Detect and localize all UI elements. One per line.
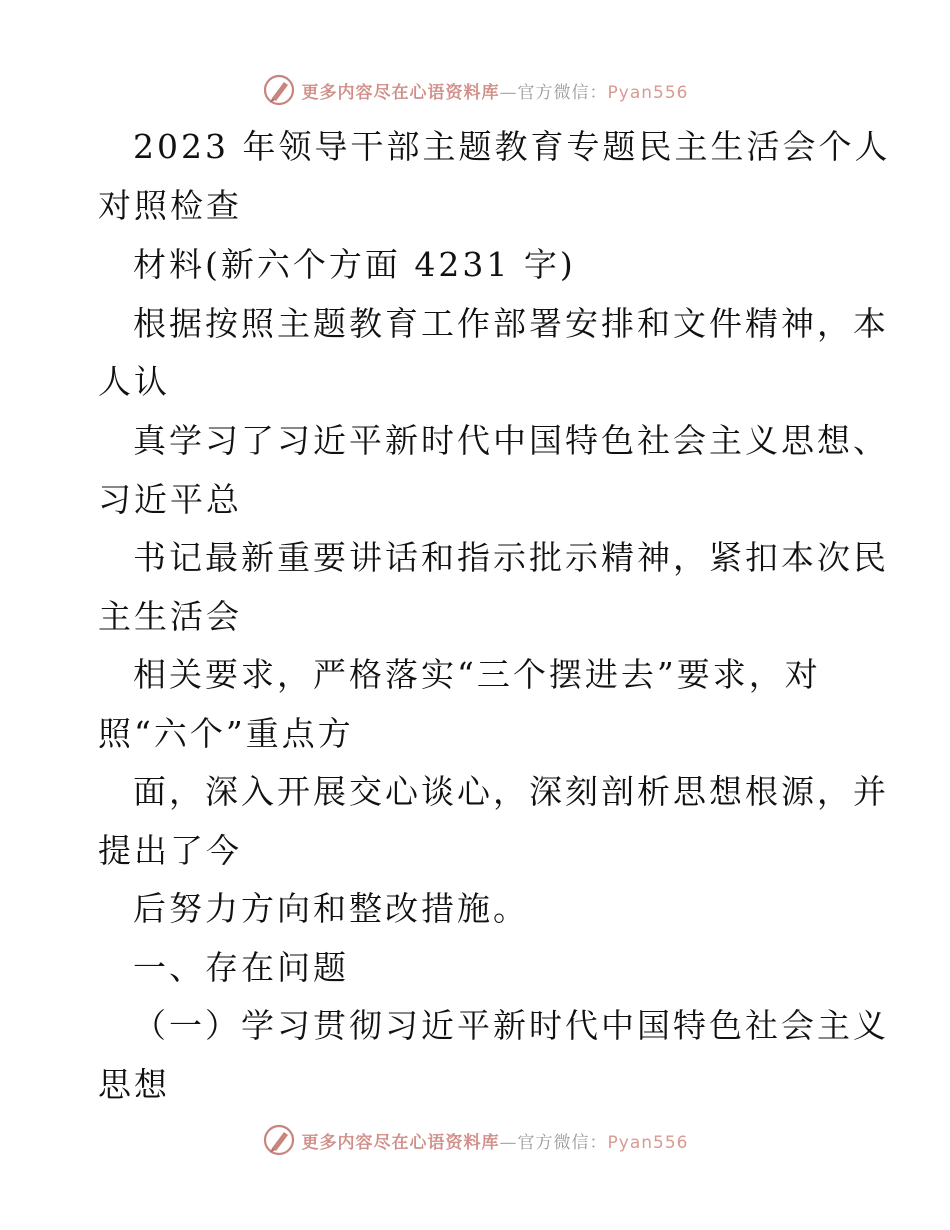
doc-title-line-1: 2023 年领导干部主题教育专题民主生活会个人 [133, 127, 891, 166]
doc-title-line-2: 对照检查 [98, 186, 242, 225]
paragraph-line: 习近平总 [98, 480, 242, 519]
header-watermark [0, 70, 950, 110]
subsection-heading: （一）学习贯彻习近平新时代中国特色社会主义 [133, 1006, 889, 1045]
watermark-label: 官方微信： [517, 82, 608, 103]
paragraph-line: 人认 [98, 362, 170, 401]
watermark-wechat-id: Pyan556 [607, 82, 689, 103]
watermark-main-text: 更多内容尽在心语资料库 [301, 82, 500, 103]
paragraph-line: 相关要求，严格落实“三个摆进去”要求，对 [133, 655, 821, 694]
pen-logo-icon [262, 73, 296, 107]
section-heading: 一、存在问题 [133, 948, 349, 987]
footer-watermark [0, 1120, 950, 1160]
watermark-separator: — [499, 82, 518, 103]
subsection-heading-cont: 思想 [98, 1065, 170, 1104]
watermark-wechat-id: Pyan556 [607, 1132, 689, 1153]
paragraph-line: 提出了今 [98, 831, 242, 870]
paragraph-line: 面，深入开展交心谈心，深刻剖析思想根源，并 [133, 772, 889, 811]
doc-title-line-3: 材料(新六个方面 4231 字) [133, 245, 576, 284]
paragraph-line: 照“六个”重点方 [98, 714, 354, 753]
paragraph-line: 主生活会 [98, 597, 242, 636]
watermark-label: 官方微信： [517, 1132, 608, 1153]
watermark-main-text: 更多内容尽在心语资料库 [301, 1132, 500, 1153]
paragraph-line: 书记最新重要讲话和指示批示精神，紧扣本次民 [133, 538, 889, 577]
pen-logo-icon [262, 1123, 296, 1157]
paragraph-line: 根据按照主题教育工作部署安排和文件精神，本 [133, 304, 889, 343]
watermark-separator: — [499, 1132, 518, 1153]
paragraph-line: 真学习了习近平新时代中国特色社会主义思想、 [133, 421, 889, 460]
paragraph-line: 后努力方向和整改措施。 [133, 889, 529, 928]
